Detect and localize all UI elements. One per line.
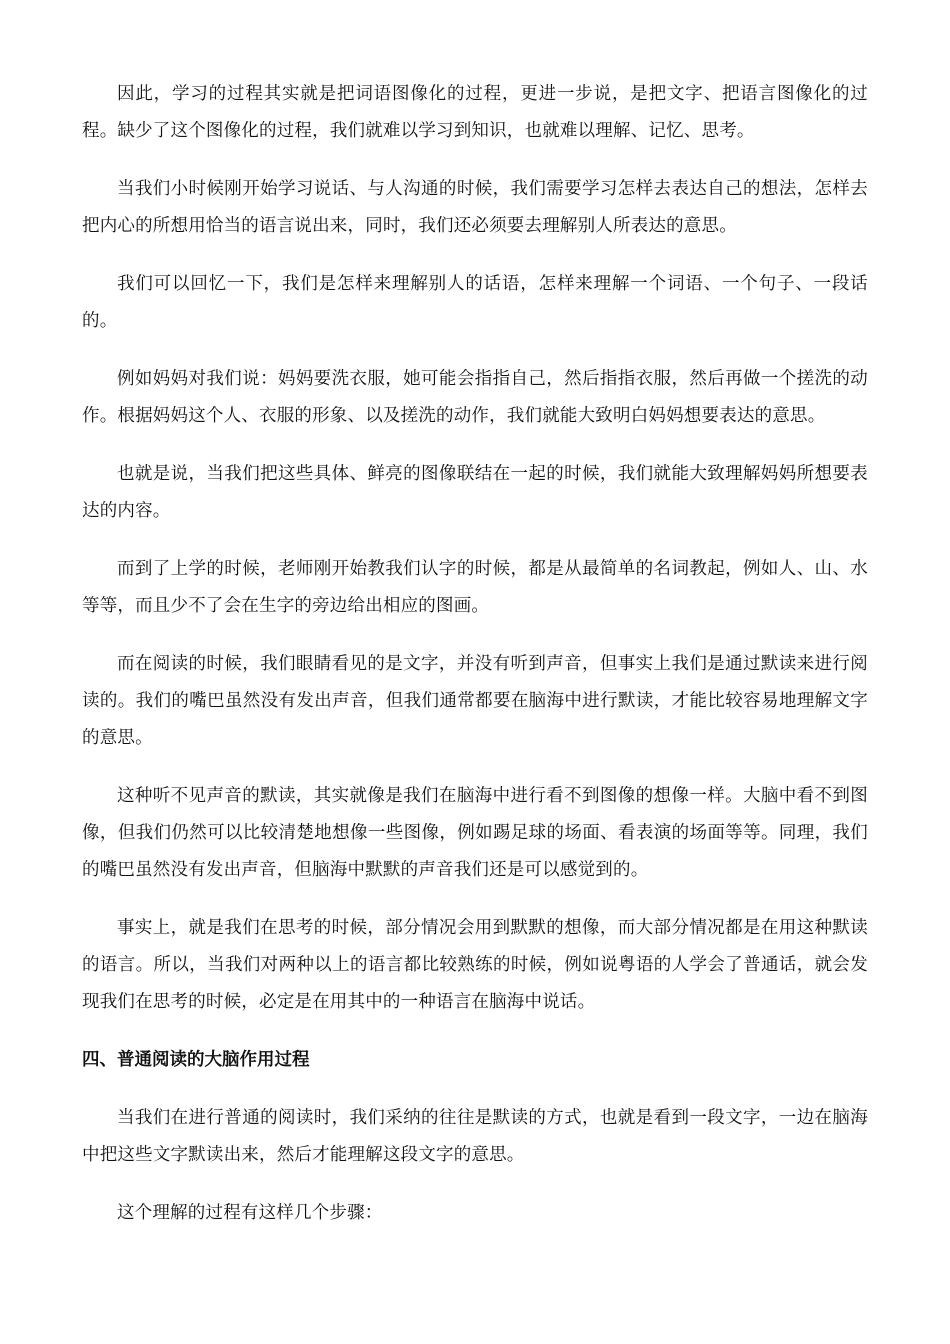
paragraph-6: 而到了上学的时候，老师刚开始教我们认字的时候，都是从最简单的名词教起，例如人、山、水等等，而且少不了会在生字的旁边给出相应的图画。 [82, 559, 868, 616]
paragraph-7: 而在阅读的时候，我们眼睛看见的是文字，并没有听到声音，但事实上我们是通过默读来进行阅读的。我们的嘴巴虽然没有发出声音，但我们通常都要在脑海中进行默读，才能比较容易地理解文字的意思。 [82, 654, 868, 748]
paragraph-3: 我们可以回忆一下，我们是怎样来理解别人的话语，怎样来理解一个词语、一个句子、一段话的。 [82, 274, 868, 331]
paragraph-4: 例如妈妈对我们说：妈妈要洗衣服，她可能会指指自己，然后指指衣服，然后再做一个搓洗的动作。根据妈妈这个人、衣服的形象、以及搓洗的动作，我们就能大致明白妈妈想要表达的意思。 [82, 369, 868, 426]
paragraph-11: 这个理解的过程有这样几个步骤： [117, 1203, 383, 1223]
paragraph-1: 因此，学习的过程其实就是把词语图像化的过程，更进一步说，是把文字、把语言图像化的过程。缺少了这个图像化的过程，我们就难以学习到知识，也就难以理解、记忆、思考。 [82, 84, 868, 141]
section-heading: 四、普通阅读的大脑作用过程 [82, 1050, 310, 1070]
paragraph-9: 事实上，就是我们在思考的时候，部分情况会用到默默的想像，而大部分情况都是在用这种默读的语言。所以，当我们对两种以上的语言都比较熟练的时候，例如说粤语的人学会了普通话，就会发现我们在思考的时候，必定是在用其中的一种语言在脑海中说话。 [82, 918, 868, 1012]
paragraph-2: 当我们小时候刚开始学习说话、与人沟通的时候，我们需要学习怎样去表达自己的想法，怎样去把内心的所想用恰当的语言说出来，同时，我们还必须要去理解别人所表达的意思。 [82, 179, 868, 236]
paragraph-5: 也就是说，当我们把这些具体、鲜亮的图像联结在一起的时候，我们就能大致理解妈妈所想要表达的内容。 [82, 464, 868, 521]
paragraph-10: 当我们在进行普通的阅读时，我们采纳的往往是默读的方式，也就是看到一段文字，一边在脑海中把这些文字默读出来，然后才能理解这段文字的意思。 [82, 1108, 868, 1165]
document-body [82, 76, 868, 1253]
paragraph-8: 这种听不见声音的默读，其实就像是我们在脑海中进行看不到图像的想像一样。大脑中看不到图像，但我们仍然可以比较清楚地想像一些图像，例如踢足球的场面、看表演的场面等等。同理，我们的嘴巴虽然没有发出声音，但脑海中默默的声音我们还是可以感觉到的。 [82, 786, 868, 880]
